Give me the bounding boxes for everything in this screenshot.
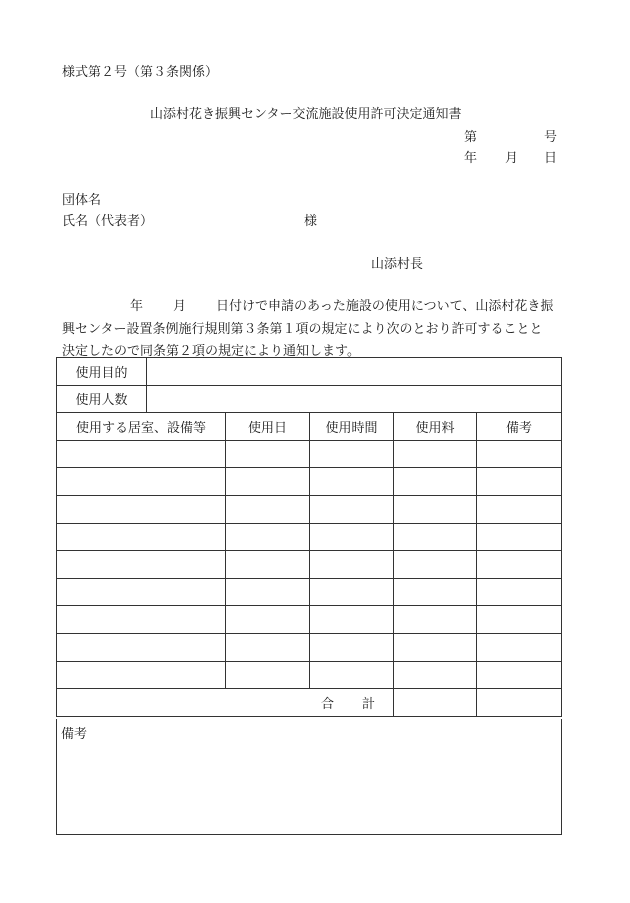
representative-label: 氏名（代表者） xyxy=(62,214,154,229)
time-cell[interactable] xyxy=(310,578,394,606)
table-row xyxy=(57,633,562,661)
time-cell[interactable] xyxy=(310,468,394,496)
date-cell[interactable] xyxy=(226,633,310,661)
table-row xyxy=(57,578,562,606)
body-year: 年 xyxy=(130,299,144,314)
date-cell[interactable] xyxy=(226,578,310,606)
header-facility: 使用する居室、設備等 xyxy=(57,413,226,441)
fee-cell[interactable] xyxy=(394,633,477,661)
date-day: 日 xyxy=(544,151,558,166)
body-line-1 xyxy=(62,296,562,319)
facility-cell[interactable] xyxy=(57,606,226,634)
facility-cell[interactable] xyxy=(57,440,226,468)
total-row xyxy=(57,689,562,717)
table-row xyxy=(57,495,562,523)
date-month: 月 xyxy=(505,151,519,166)
body-month: 月 xyxy=(173,299,187,314)
usage-table xyxy=(56,357,562,717)
remarks-cell[interactable] xyxy=(477,578,562,606)
fee-cell[interactable] xyxy=(394,578,477,606)
fee-cell[interactable] xyxy=(394,495,477,523)
time-cell[interactable] xyxy=(310,606,394,634)
facility-cell[interactable] xyxy=(57,495,226,523)
time-cell[interactable] xyxy=(310,551,394,579)
fee-cell[interactable] xyxy=(394,606,477,634)
date-cell[interactable] xyxy=(226,551,310,579)
fee-cell[interactable] xyxy=(394,468,477,496)
notice-body xyxy=(62,296,562,364)
remarks-box[interactable] xyxy=(56,719,562,835)
remarks-cell[interactable] xyxy=(477,606,562,634)
header-row xyxy=(57,413,562,441)
fee-cell[interactable] xyxy=(394,661,477,689)
facility-cell[interactable] xyxy=(57,633,226,661)
table-row xyxy=(57,440,562,468)
form-id: 様式第２号（第３条関係） xyxy=(62,65,219,80)
fee-cell[interactable] xyxy=(394,551,477,579)
table-row xyxy=(57,551,562,579)
remarks-cell[interactable] xyxy=(477,551,562,579)
time-cell[interactable] xyxy=(310,495,394,523)
fee-cell[interactable] xyxy=(394,523,477,551)
body-line-1-rest: 日付けで申請のあった施設の使用について、山添村花き振 xyxy=(216,299,554,314)
number-prefix: 第 xyxy=(464,130,478,145)
time-cell[interactable] xyxy=(310,633,394,661)
purpose-row xyxy=(57,358,562,386)
time-cell[interactable] xyxy=(310,523,394,551)
table-row xyxy=(57,468,562,496)
total-label-b: 計 xyxy=(361,696,375,712)
facility-cell[interactable] xyxy=(57,661,226,689)
remarks-cell[interactable] xyxy=(477,523,562,551)
date-year: 年 xyxy=(464,151,478,166)
date-cell[interactable] xyxy=(226,606,310,634)
issuer: 山添村長 xyxy=(371,257,424,272)
time-cell[interactable] xyxy=(310,661,394,689)
remarks-cell[interactable] xyxy=(477,495,562,523)
document-title: 山添村花き振興センター交流施設使用許可決定通知書 xyxy=(150,107,462,122)
header-time: 使用時間 xyxy=(310,413,394,441)
remarks-cell[interactable] xyxy=(477,468,562,496)
remarks-cell[interactable] xyxy=(477,633,562,661)
total-label xyxy=(57,689,394,717)
body-line-2: 興センター設置条例施行規則第３条第１項の規定により次のとおり許可することと xyxy=(62,321,543,337)
header-remarks: 備考 xyxy=(477,413,562,441)
body-line-3: 決定したので同条第２項の規定により通知します。 xyxy=(62,344,360,359)
table-row xyxy=(57,661,562,689)
header-date: 使用日 xyxy=(226,413,310,441)
facility-cell[interactable] xyxy=(57,523,226,551)
purpose-label: 使用目的 xyxy=(57,358,147,386)
header-fee: 使用料 xyxy=(394,413,477,441)
date-cell[interactable] xyxy=(226,523,310,551)
table-row xyxy=(57,523,562,551)
date-cell[interactable] xyxy=(226,495,310,523)
people-label: 使用人数 xyxy=(57,385,147,413)
empty-rows xyxy=(57,440,562,688)
date-cell[interactable] xyxy=(226,661,310,689)
total-fee-cell[interactable] xyxy=(394,689,477,717)
people-row xyxy=(57,385,562,413)
purpose-field[interactable] xyxy=(147,358,562,386)
honorific: 様 xyxy=(304,214,318,229)
remarks-cell[interactable] xyxy=(477,661,562,689)
remarks-label: 備考 xyxy=(61,727,88,742)
total-remarks-cell[interactable] xyxy=(477,689,562,717)
fee-cell[interactable] xyxy=(394,440,477,468)
table-row xyxy=(57,606,562,634)
facility-cell[interactable] xyxy=(57,578,226,606)
facility-cell[interactable] xyxy=(57,468,226,496)
date-cell[interactable] xyxy=(226,440,310,468)
group-name-label: 団体名 xyxy=(62,193,102,208)
facility-cell[interactable] xyxy=(57,551,226,579)
date-cell[interactable] xyxy=(226,468,310,496)
people-field[interactable] xyxy=(147,385,562,413)
number-suffix: 号 xyxy=(544,130,558,145)
time-cell[interactable] xyxy=(310,440,394,468)
remarks-cell[interactable] xyxy=(477,440,562,468)
total-label-a: 合 xyxy=(320,696,334,712)
